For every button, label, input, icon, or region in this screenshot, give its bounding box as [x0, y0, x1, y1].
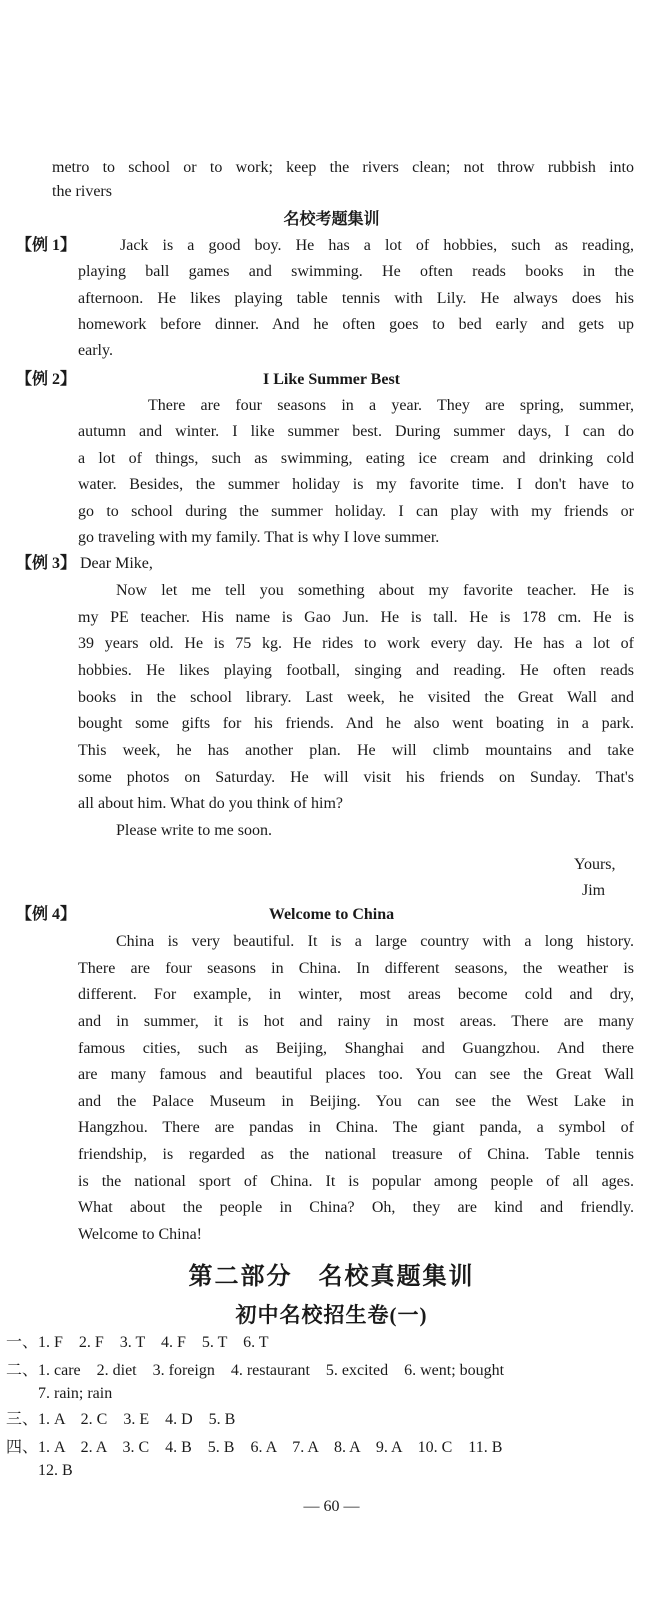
- text-line: Hangzhou. There are pandas in China. The giant panda, a symbol of: [78, 1119, 634, 1136]
- text-line: and the Palace Museum in Beijing. You can see the West Lake in: [78, 1093, 634, 1110]
- text-line: different. For example, in winter, most areas become cold and dry,: [78, 986, 634, 1003]
- text-line: the rivers: [52, 183, 112, 200]
- text-line: my PE teacher. His name is Gao Jun. He is tall. He is 178 cm. He is: [78, 609, 634, 626]
- text-line: early.: [78, 342, 113, 359]
- letter-greeting: Dear Mike,: [80, 555, 153, 572]
- text-line: China is very beautiful. It is a large country with a long history.: [116, 933, 634, 950]
- text-line: and in summer, it is hot and rainy in most areas. There are many: [78, 1013, 634, 1030]
- text-line: all about him. What do you think of him?: [78, 795, 343, 812]
- example-label: 【例 2】: [16, 371, 77, 388]
- letter-closing: Please write to me soon.: [116, 822, 272, 839]
- text-line: playing ball games and swimming. He often reads books in the: [78, 263, 634, 280]
- text-line: go traveling with my family. That is why I love summer.: [78, 529, 440, 546]
- answer-row: 一、1. F 2. F 3. T 4. F 5. T 6. T: [6, 1334, 269, 1351]
- text-line: a lot of things, such as swimming, eating ice cream and drinking cold: [78, 450, 634, 467]
- text-line: bought some gifts for his friends. And he also went boating in a park.: [78, 715, 634, 732]
- text-line: There are four seasons in China. In different seasons, the weather is: [78, 960, 634, 977]
- text-line: friendship, is regarded as the national treasure of China. Table tennis: [78, 1146, 634, 1163]
- essay-title: Welcome to China: [268, 906, 395, 923]
- example-label: 【例 4】: [16, 906, 77, 923]
- text-line: go to school during the summer holiday. I can play with my friends or: [78, 503, 634, 520]
- answer-row: 12. B: [38, 1462, 73, 1479]
- answer-row: 7. rain; rain: [38, 1385, 113, 1402]
- essay-title: I Like Summer Best: [262, 371, 401, 388]
- answer-row: 三、1. A 2. C 3. E 4. D 5. B: [6, 1411, 236, 1428]
- page-number: — 60 —: [303, 1498, 360, 1515]
- text-line: Now let me tell you something about my favorite teacher. He is: [116, 582, 634, 599]
- text-line: 39 years old. He is 75 kg. He rides to work every day. He has a lot of: [78, 635, 634, 652]
- exam-title: 初中名校招生卷(一): [235, 1303, 428, 1327]
- example-label: 【例 3】: [16, 555, 77, 572]
- answer-row: 四、1. A 2. A 3. C 4. B 5. B 6. A 7. A 8. A 9. A 10. C 11. B: [6, 1439, 503, 1456]
- text-line: Welcome to China!: [78, 1226, 203, 1243]
- text-line: autumn and winter. I like summer best. During summer days, I can do: [78, 423, 634, 440]
- letter-signature: Jim: [582, 882, 606, 899]
- text-line: water. Besides, the summer holiday is my favorite time. I don't have to: [78, 476, 634, 493]
- letter-sign-off: Yours,: [574, 856, 616, 873]
- text-line: metro to school or to work; keep the rivers clean; not throw rubbish into: [52, 159, 634, 176]
- text-line: is the national sport of China. It is popular among people of all ages.: [78, 1173, 634, 1190]
- text-line: homework before dinner. And he often goes to bed early and gets up: [78, 316, 634, 333]
- text-line: afternoon. He likes playing table tennis with Lily. He always does his: [78, 290, 634, 307]
- text-line: books in the school library. Last week, he visited the Great Wall and: [78, 689, 634, 706]
- section-title: 名校考题集训: [283, 211, 380, 228]
- text-line: some photos on Saturday. He will visit his friends on Sunday. That's: [78, 769, 634, 786]
- text-line: famous cities, such as Beijing, Shanghai and Guangzhou. And there: [78, 1040, 634, 1057]
- example-label: 【例 1】: [16, 237, 77, 254]
- text-line: are many famous and beautiful places too. You can see the Great Wall: [78, 1066, 634, 1083]
- part-title: 第二部分 名校真题集训: [188, 1264, 475, 1290]
- answer-row: 二、1. care 2. diet 3. foreign 4. restaurant 5. excited 6. went; bought: [6, 1362, 505, 1379]
- text-line: This week, he has another plan. He will climb mountains and take: [78, 742, 634, 759]
- text-line: hobbies. He likes playing football, singing and reading. He often reads: [78, 662, 634, 679]
- text-line: Jack is a good boy. He has a lot of hobbies, such as reading,: [120, 237, 634, 254]
- text-line: There are four seasons in a year. They are spring, summer,: [148, 397, 634, 414]
- text-line: What about the people in China? Oh, they are kind and friendly.: [78, 1199, 634, 1216]
